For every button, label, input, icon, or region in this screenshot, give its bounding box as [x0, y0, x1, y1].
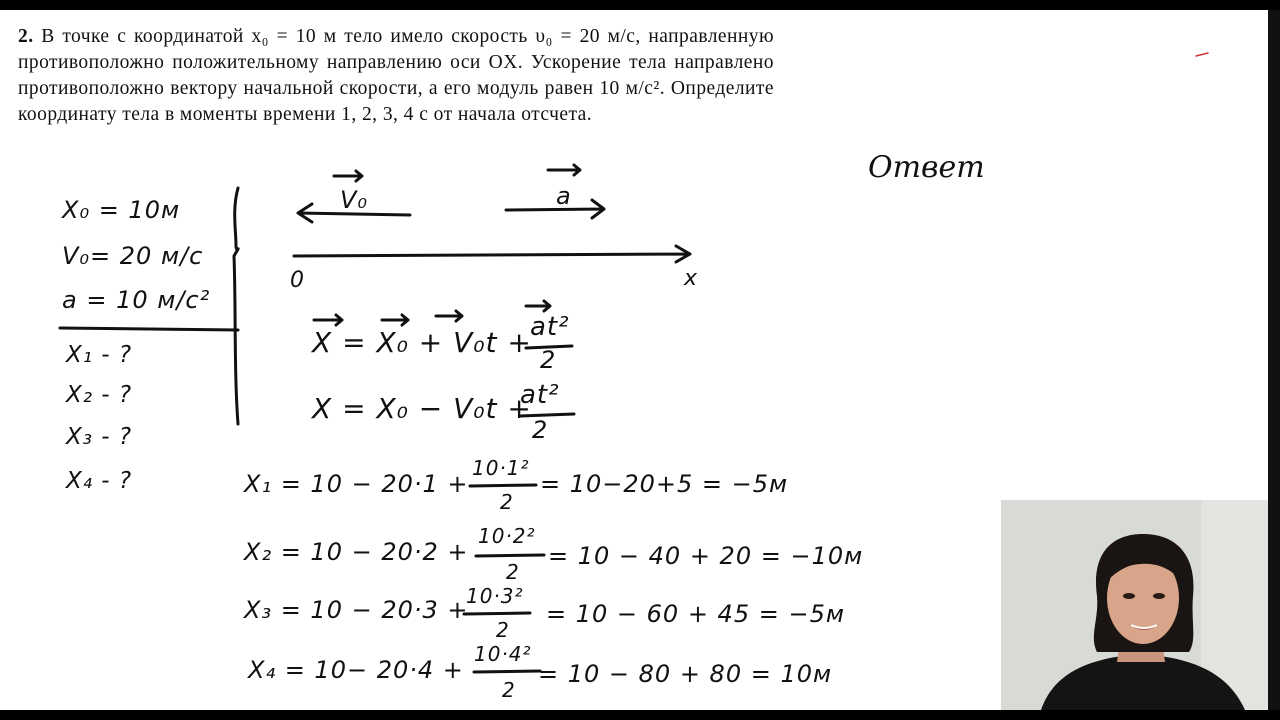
calc-x3-result: = 10 − 60 + 45 = −5м: [546, 600, 845, 628]
scalar-formula: X = X₀ − V₀t +: [312, 392, 532, 425]
calc-x3-lhs: X₃ = 10 − 20·3 +: [244, 596, 469, 624]
given-divider: [60, 328, 238, 330]
whiteboard: [0, 10, 1268, 710]
given-brace: [234, 188, 238, 424]
unknown-x3: X₃ - ?: [66, 424, 133, 450]
calc-x4-lhs: X₄ = 10− 20·4 +: [248, 656, 464, 684]
calc-x1-denominator: 2: [500, 490, 514, 514]
scalar-formula-numerator: at²: [520, 380, 560, 410]
calc-x1-numerator: 10·1²: [472, 456, 530, 480]
acceleration-arrow: [506, 200, 604, 218]
vector-formula: X = X₀ + V₀t +: [312, 326, 532, 359]
fraction-bar-x2: [476, 555, 544, 556]
velocity-label: V₀: [340, 186, 369, 214]
presenter-video: [1001, 500, 1268, 710]
fraction-bar-scalar: [520, 414, 574, 416]
given-a: a = 10 м/с²: [62, 286, 211, 314]
stray-mark: [1196, 53, 1208, 56]
vector-arrow-x0: [382, 315, 408, 325]
problem-text: В точке с координатой x₀ = 10 м тело имело скорость υ₀ = 20 м/с, направленную противоположно положительному направлению оси OX. Ускорение тела направлено противоположно вектору начальной скорости, а его модуль равен 10 м/с². Определите координату тела в моменты времени 1, 2, 3, 4 с от начала отсчета.: [18, 26, 774, 125]
calc-x1-lhs: X₁ = 10 − 20·1 +: [244, 470, 469, 498]
answer-label: Ответ: [868, 150, 985, 185]
given-v0: V₀= 20 м/с: [62, 242, 204, 270]
fraction-bar-x3: [464, 613, 530, 614]
velocity-arrow: [298, 204, 410, 222]
calc-x2-result: = 10 − 40 + 20 = −10м: [548, 542, 864, 570]
calc-x2-numerator: 10·2²: [478, 524, 536, 548]
scalar-formula-denominator: 2: [532, 416, 549, 444]
calc-x4-result: = 10 − 80 + 80 = 10м: [538, 660, 833, 688]
origin-label: 0: [290, 268, 305, 293]
vector-arrow-a: [548, 165, 580, 175]
given-x0: X₀ = 10м: [62, 196, 181, 224]
vector-formula-numerator: at²: [530, 312, 570, 342]
x-axis-arrow: [294, 246, 690, 262]
vector-arrow-v0-formula: [436, 311, 462, 321]
calc-x4-numerator: 10·4²: [474, 642, 532, 666]
unknown-x4: X₄ - ?: [66, 468, 133, 494]
calc-x4-denominator: 2: [502, 678, 516, 702]
calc-x2-denominator: 2: [506, 560, 520, 584]
fraction-bar-vector: [526, 346, 572, 348]
vector-arrow-v0: [334, 171, 362, 181]
vector-formula-denominator: 2: [540, 346, 557, 374]
fraction-bar-x1: [470, 485, 536, 486]
axis-x-label: x: [684, 266, 699, 291]
calc-x3-denominator: 2: [496, 618, 510, 642]
acceleration-label: a: [556, 182, 572, 210]
vector-arrow-x: [314, 315, 342, 325]
calc-x1-result: = 10−20+5 = −5м: [540, 470, 789, 498]
calc-x3-numerator: 10·3²: [466, 584, 524, 608]
problem-number: 2.: [18, 26, 34, 47]
fraction-bar-x4: [474, 671, 540, 672]
calc-x2-lhs: X₂ = 10 − 20·2 +: [244, 538, 469, 566]
window-scrollbar[interactable]: [1268, 10, 1280, 710]
unknown-x1: X₁ - ?: [66, 342, 133, 368]
vector-arrow-a-formula: [526, 301, 550, 311]
unknown-x2: X₂ - ?: [66, 382, 133, 408]
webcam-overlay: [1001, 500, 1268, 710]
